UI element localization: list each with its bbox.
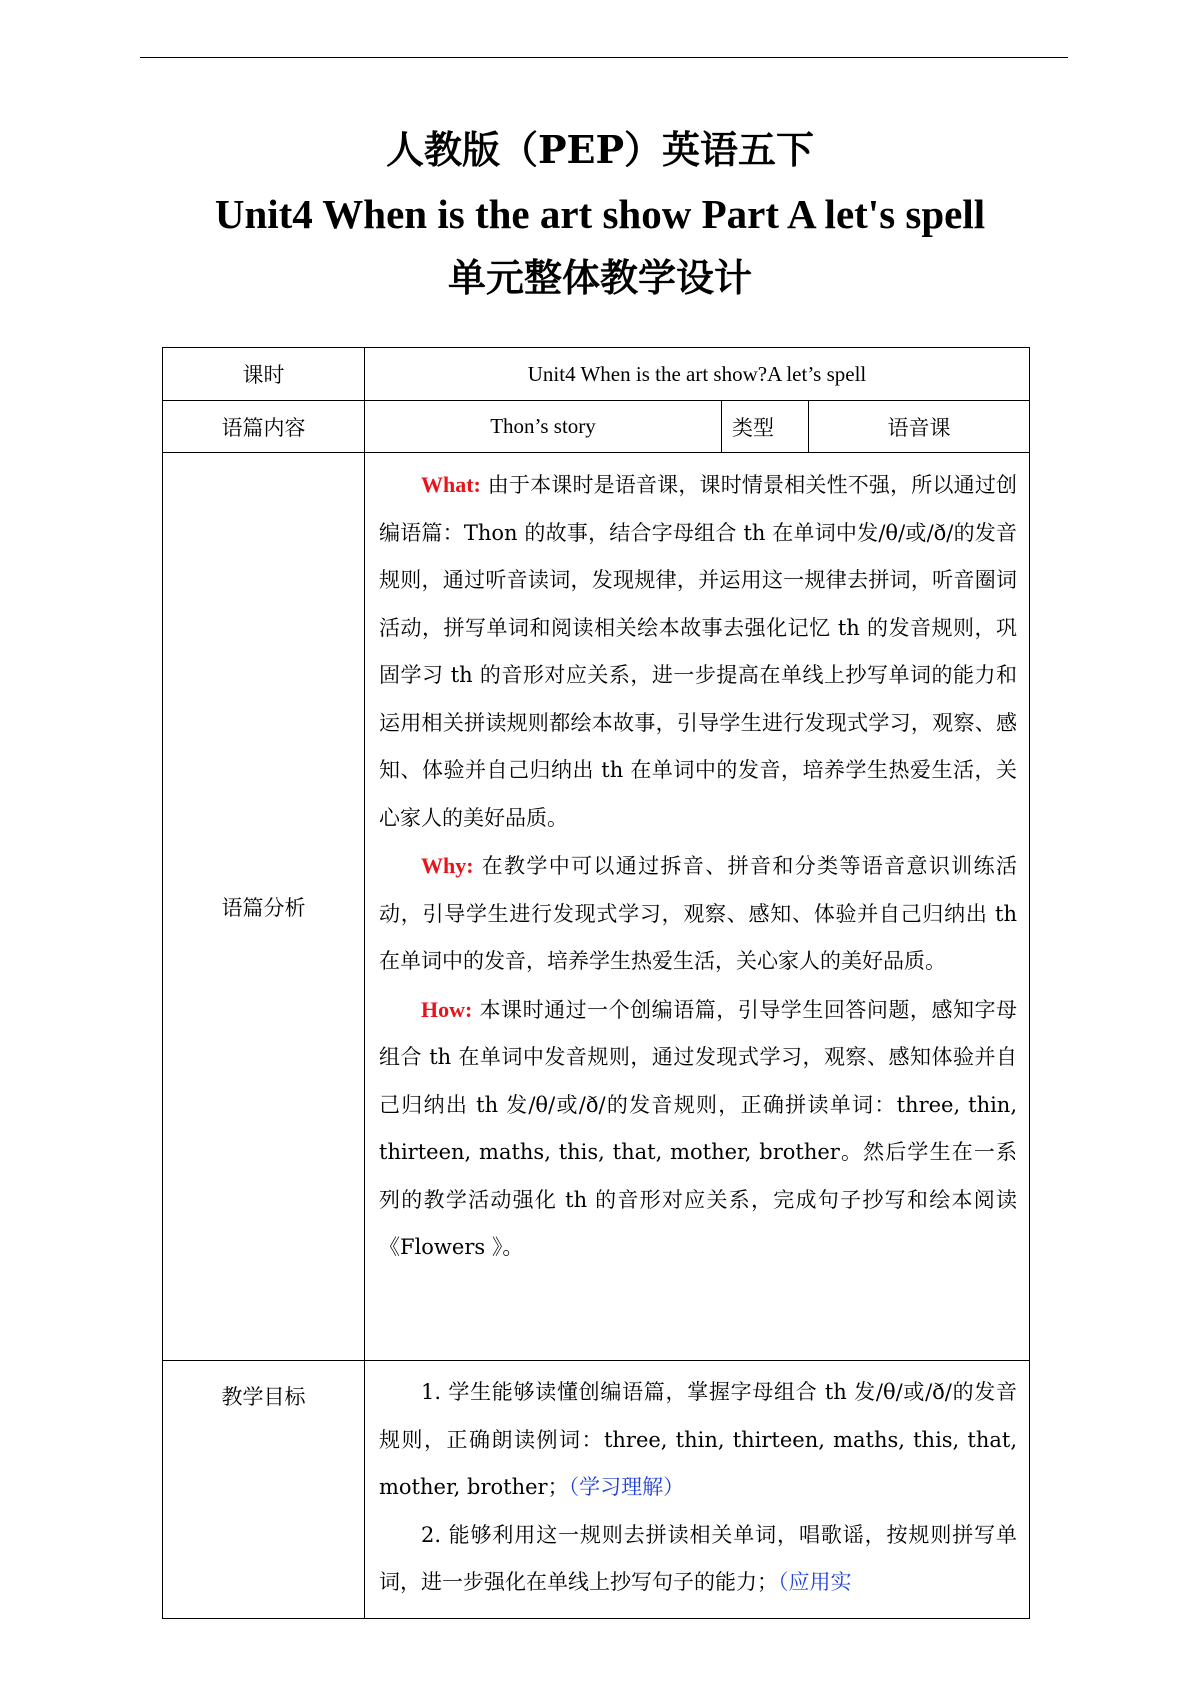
lesson-label: 课时 (163, 348, 365, 401)
lesson-value: Unit4 When is the art show?A let’s spell (365, 348, 1030, 401)
goal-1-tag: （学习理解） (568, 1475, 685, 1499)
content-value: Thon’s story (365, 401, 722, 453)
why-paragraph (365, 842, 1029, 986)
title-line-3: 单元整体教学设计 (447, 255, 752, 300)
what-keyword: What: (421, 472, 481, 497)
type-label: 类型 (722, 401, 809, 453)
what-text: 由于本课时是语音课，课时情景相关性不强，所以通过创编语篇：Thon 的故事，结合字母组合 th 在单词中发/θ/或/ð/的发音规则，通过听音读词，发现规律，并运用这一规律去拼词，听音圈词活动，拼写单词和阅读相关绘本故事去强化记忆 th 的发音规则，巩固学习 th 的音形对应关系，进一步提高在单线上抄写单词的能力和运用相关拼读规则都绘本故事，引导学生进行发现式学习，观察、感知、体验并自己归纳出 th 在单词中的发音，培养学生热爱生活，关心家人的美好品质。 (379, 473, 1018, 830)
type-value: 语音课 (809, 401, 1030, 453)
analysis-label: 语篇分析 (163, 453, 365, 1361)
goal-2-tag: （应用实 (778, 1570, 852, 1594)
document-title (0, 118, 1200, 310)
why-text: 在教学中可以通过拆音、拼音和分类等语音意识训练活动，引导学生进行发现式学习，观察、感知、体验并自己归纳出 th 在单词中的发音，培养学生热爱生活，关心家人的美好品质。 (379, 854, 1018, 973)
goal-1-text: 1. 学生能够读懂创编语篇，掌握字母组合 th 发/θ/或/ð/的发音规则，正确朗读例词：three, thin, thirteen, maths, this, that, mother, brother； (379, 1380, 1018, 1499)
title-line-2: Unit4 When is the art show Part A let's spell (214, 191, 986, 237)
goal-2-text: 2. 能够利用这一规则去拼读相关单词，唱歌谣，按规则拼写单词，进一步强化在单线上抄写句子的能力； (379, 1522, 1018, 1594)
table-row (163, 1361, 1030, 1619)
table-row (163, 453, 1030, 1361)
goal-1 (365, 1369, 1029, 1512)
goals-label: 教学目标 (163, 1361, 365, 1619)
how-text: 本课时通过一个创编语篇，引导学生回答问题，感知字母组合 th 在单词中发音规则，通过发现式学习，观察、感知体验并自己归纳出 th 发/θ/或/ð/的发音规则，正确拼读单词：three, thin, thirteen, maths, this, that, mother, brother。然后学生在一系列的教学活动强化 th 的音形对应关系，完成句子抄写和绘本阅读《Flowers 》。 (379, 997, 1018, 1259)
how-keyword: How: (421, 996, 473, 1022)
content-label: 语篇内容 (163, 401, 365, 453)
lesson-plan-table (162, 347, 1030, 1619)
title-line-1: 人教版（PEP）英语五下 (385, 127, 815, 172)
table-row (163, 401, 1030, 453)
header-rule (140, 57, 1068, 58)
what-paragraph (365, 461, 1029, 842)
goal-2 (365, 1512, 1029, 1607)
analysis-content (365, 453, 1030, 1361)
goals-content (365, 1361, 1030, 1619)
how-paragraph (365, 986, 1029, 1272)
table-row (163, 348, 1030, 401)
why-keyword: Why: (421, 853, 474, 878)
